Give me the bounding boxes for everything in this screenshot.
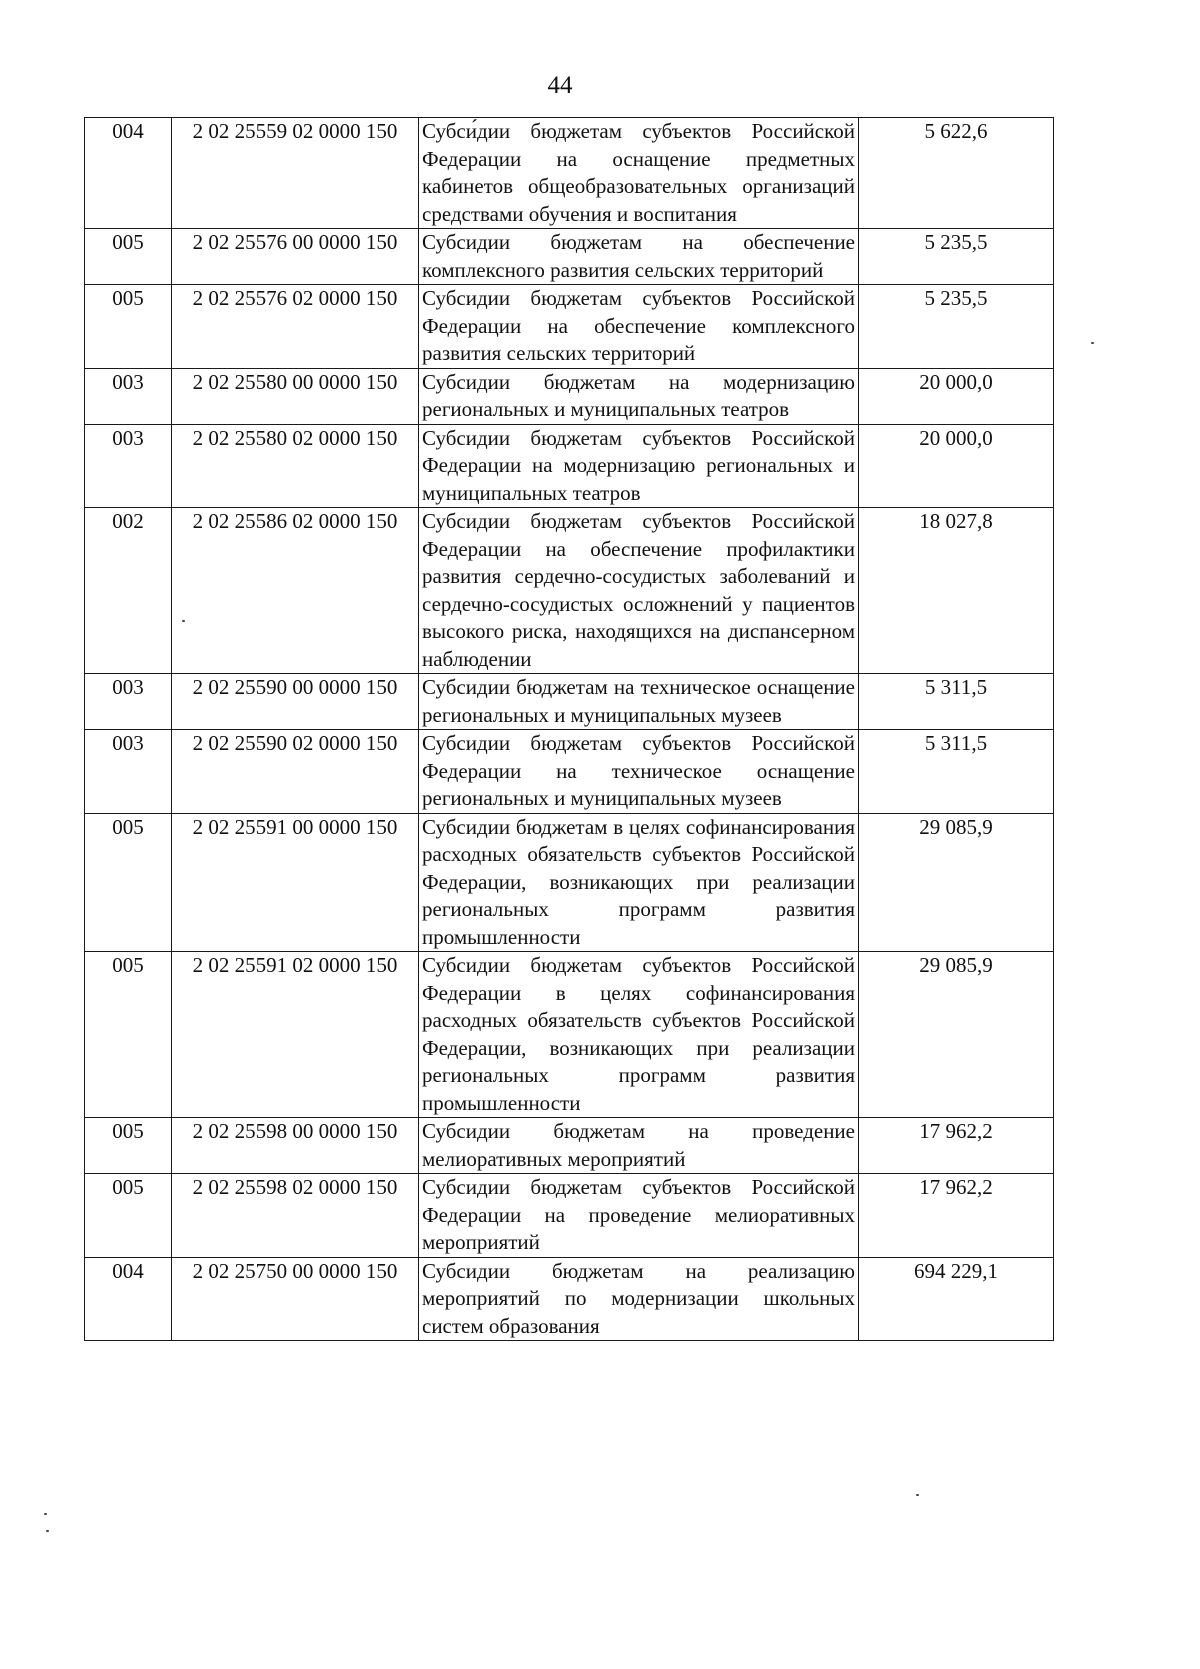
budget-code-cell: 2 02 25598 00 0000 150 [172, 1118, 419, 1174]
amount-cell: 5 622,6 [859, 118, 1054, 229]
admin-code-cell: 005 [85, 229, 172, 285]
budget-code-cell: 2 02 25591 02 0000 150 [172, 952, 419, 1118]
description-cell: Субсидии бюджетам на техническое оснащение региональных и муниципальных музеев [419, 674, 859, 730]
budget-code-cell: 2 02 25586 02 0000 150 [172, 508, 419, 674]
description-cell: Субсидии бюджетам на реализацию мероприятий по модернизации школьных систем образования [419, 1257, 859, 1341]
amount-cell: 29 085,9 [859, 813, 1054, 952]
amount-cell: 20 000,0 [859, 424, 1054, 508]
amount-cell: 17 962,2 [859, 1174, 1054, 1258]
amount-cell: 5 235,5 [859, 229, 1054, 285]
budget-table-body [85, 118, 1054, 1341]
budget-code-cell: 2 02 25590 02 0000 150 [172, 730, 419, 814]
admin-code-cell: 005 [85, 952, 172, 1118]
amount-cell: 694 229,1 [859, 1257, 1054, 1341]
description-cell: Субси́дии бюджетам субъектов Российской Федерации на оснащение предметных кабинетов общеобразовательных организаций средствами обучения и воспитания [419, 118, 859, 229]
admin-code-cell: 003 [85, 368, 172, 424]
description-cell: Субсидии бюджетам на обеспечение комплексного развития сельских территорий [419, 229, 859, 285]
description-cell: Субсидии бюджетам на модернизацию региональных и муниципальных театров [419, 368, 859, 424]
budget-code-cell: 2 02 25576 00 0000 150 [172, 229, 419, 285]
budget-code-cell: 2 02 25576 02 0000 150 [172, 285, 419, 369]
table-row [85, 674, 1054, 730]
amount-cell: 17 962,2 [859, 1118, 1054, 1174]
table-row [85, 118, 1054, 229]
budget-code-cell: 2 02 25590 00 0000 150 [172, 674, 419, 730]
budget-code-cell: 2 02 25559 02 0000 150 [172, 118, 419, 229]
description-cell: Субсидии бюджетам субъектов Российской Федерации на обеспечение комплексного развития сельских территорий [419, 285, 859, 369]
budget-code-cell: 2 02 25580 00 0000 150 [172, 368, 419, 424]
amount-cell: 5 311,5 [859, 730, 1054, 814]
description-cell: Субсидии бюджетам субъектов Российской Федерации на проведение мелиоративных мероприятий [419, 1174, 859, 1258]
table-row [85, 368, 1054, 424]
amount-cell: 29 085,9 [859, 952, 1054, 1118]
table-row [85, 813, 1054, 952]
admin-code-cell: 005 [85, 813, 172, 952]
amount-cell: 20 000,0 [859, 368, 1054, 424]
page-number: 44 [547, 72, 573, 99]
admin-code-cell: 003 [85, 730, 172, 814]
table-row [85, 730, 1054, 814]
table-row [85, 952, 1054, 1118]
admin-code-cell: 003 [85, 674, 172, 730]
admin-code-cell: 005 [85, 1174, 172, 1258]
scan-speck [182, 620, 185, 622]
amount-cell: 5 311,5 [859, 674, 1054, 730]
admin-code-cell: 003 [85, 424, 172, 508]
description-cell: Субсидии бюджетам субъектов Российской Федерации на обеспечение профилактики развития сердечно-сосудистых заболеваний и сердечно-сосудистых осложнений у пациентов высокого риска, находящихся на диспансерном наблюдении [419, 508, 859, 674]
table-row [85, 508, 1054, 674]
admin-code-cell: 002 [85, 508, 172, 674]
description-cell: Субсидии бюджетам субъектов Российской Федерации в целях софинансирования расходных обязательств субъектов Российской Федерации, возникающих при реализации региональных программ развития промышленности [419, 952, 859, 1118]
table-row [85, 424, 1054, 508]
scan-speck [916, 1494, 919, 1496]
admin-code-cell: 004 [85, 118, 172, 229]
description-cell: Субсидии бюджетам в целях софинансирования расходных обязательств субъектов Российской Федерации, возникающих при реализации региональных программ развития промышленности [419, 813, 859, 952]
budget-code-cell: 2 02 25591 00 0000 150 [172, 813, 419, 952]
budget-table [84, 117, 1054, 1341]
budget-code-cell: 2 02 25598 02 0000 150 [172, 1174, 419, 1258]
amount-cell: 5 235,5 [859, 285, 1054, 369]
scan-speck [46, 1530, 49, 1532]
table-row [85, 1174, 1054, 1258]
amount-cell: 18 027,8 [859, 508, 1054, 674]
table-row [85, 1118, 1054, 1174]
admin-code-cell: 005 [85, 1118, 172, 1174]
description-cell: Субсидии бюджетам на проведение мелиоративных мероприятий [419, 1118, 859, 1174]
scan-speck [44, 1513, 47, 1515]
budget-code-cell: 2 02 25580 02 0000 150 [172, 424, 419, 508]
table-row [85, 229, 1054, 285]
table-row [85, 285, 1054, 369]
description-cell: Субсидии бюджетам субъектов Российской Федерации на модернизацию региональных и муниципальных театров [419, 424, 859, 508]
budget-code-cell: 2 02 25750 00 0000 150 [172, 1257, 419, 1341]
admin-code-cell: 004 [85, 1257, 172, 1341]
table-row [85, 1257, 1054, 1341]
admin-code-cell: 005 [85, 285, 172, 369]
description-cell: Субсидии бюджетам субъектов Российской Федерации на техническое оснащение региональных и муниципальных музеев [419, 730, 859, 814]
scan-speck [1091, 342, 1094, 344]
